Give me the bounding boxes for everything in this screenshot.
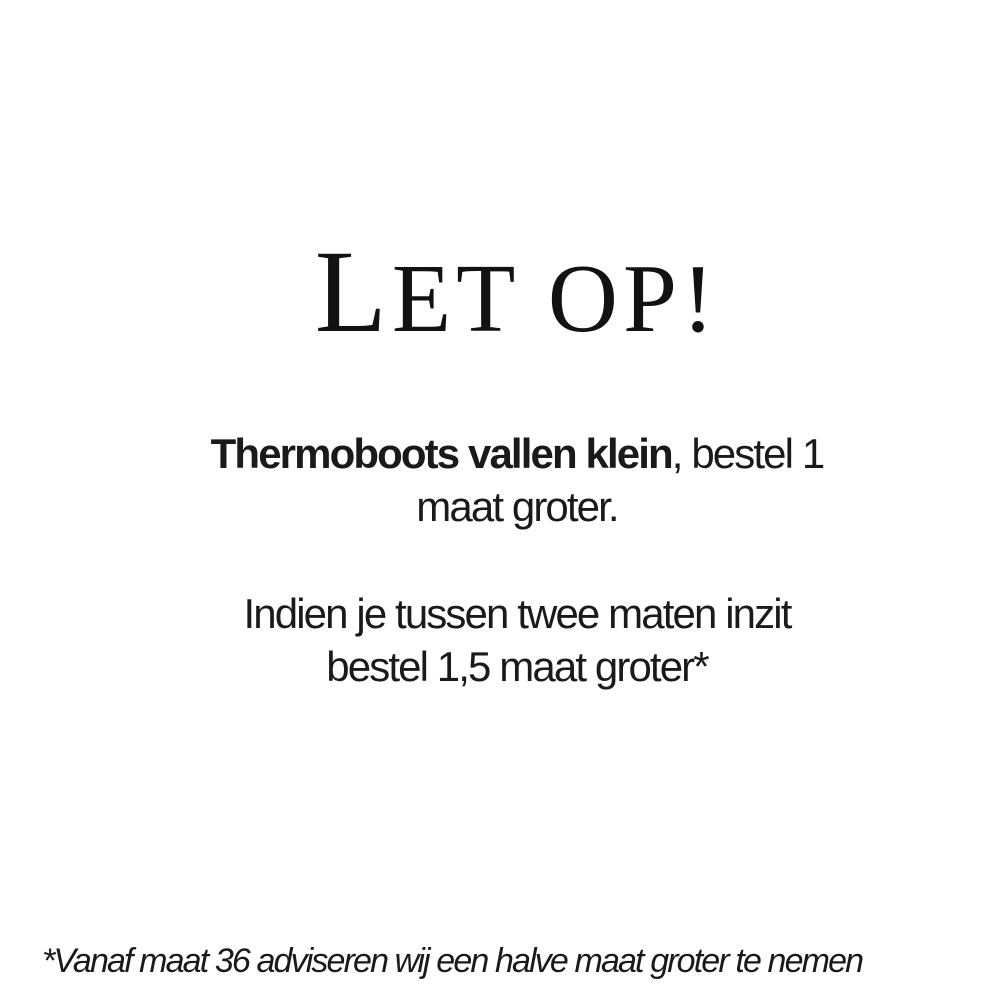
notice-paragraph-2-line-1: Indien je tussen twee maten inzit <box>243 590 791 637</box>
page-title-lead-cap: L <box>314 226 392 357</box>
notice-paragraph-1-line-1 <box>17 427 1000 480</box>
notice-paragraph-1-bold-text: Thermoboots vallen klein <box>210 430 672 477</box>
notice-paragraph-2 <box>17 587 1000 693</box>
notice-paragraph-1-regular-text: , bestel 1 <box>671 430 824 477</box>
notice-paragraph-2-line-2: bestel 1,5 maat groter* <box>326 643 708 690</box>
page-title <box>17 226 1000 379</box>
notice-paragraph-1-line-2: maat groter. <box>416 483 618 530</box>
notice-paragraph-1 <box>17 427 1000 533</box>
footnote: *Vanaf maat 36 adviseren wij een halve maat groter te nemen <box>42 942 863 980</box>
page-title-small-caps: ET OP! <box>391 245 720 352</box>
